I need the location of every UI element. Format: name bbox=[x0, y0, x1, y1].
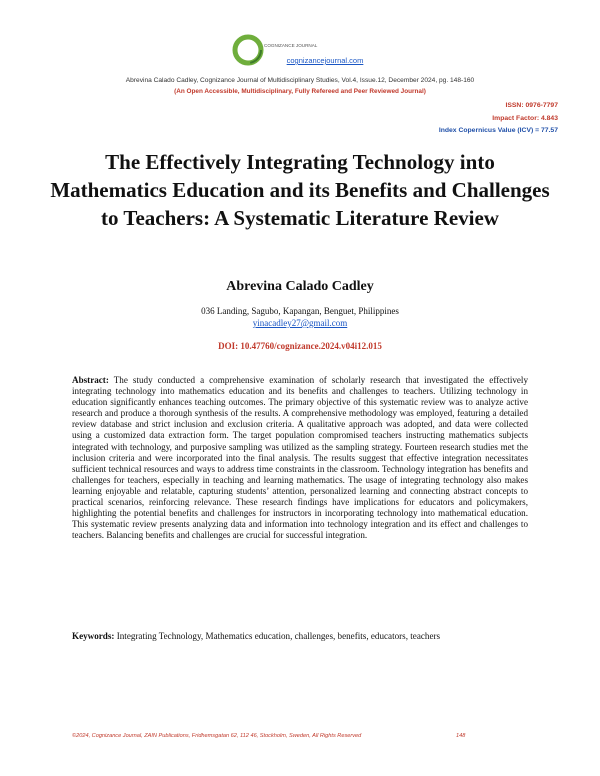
keywords-label: Keywords: bbox=[72, 631, 115, 641]
author-name: Abrevina Calado Cadley bbox=[226, 279, 374, 294]
logo-text: COGNIZANCE JOURNAL bbox=[264, 43, 318, 48]
icv-label: Index Copernicus Value (ICV) = 77.57 bbox=[438, 127, 558, 134]
footer-copyright: ©2024, Cognizance Journal, ZAIN Publications, Fridhemsgatan 62, 112 46, Stockholm, Sweden, All Rights Reserved bbox=[72, 733, 362, 739]
keywords-text: Integrating Technology, Mathematics education, challenges, benefits, educators, teachers bbox=[116, 631, 441, 641]
keywords-section bbox=[72, 631, 528, 642]
article-doi[interactable]: DOI: 10.47760/cognizance.2024.v04i12.015 bbox=[218, 341, 382, 351]
page-number: 148 bbox=[456, 733, 466, 739]
article-title: The Effectively Integrating Technology into Mathematics Education and its Benefits and Challenges to Teachers: A Systematic Literature Review bbox=[50, 150, 550, 230]
impact-factor-label: Impact Factor: 4.843 bbox=[492, 114, 558, 122]
abstract-label: Abstract: bbox=[72, 375, 109, 385]
journal-site-link[interactable]: cognizancejournal.com bbox=[286, 56, 364, 65]
journal-citation-line: Abrevina Calado Cadley, Cognizance Journal of Multidisciplinary Studies, Vol.4, Issue.12, December 2024, pg. 148-160 bbox=[125, 77, 475, 84]
issn-label: ISSN: 0976-7797 bbox=[505, 102, 558, 109]
abstract-section bbox=[72, 375, 528, 541]
journal-metrics bbox=[439, 100, 558, 138]
author-affiliation: 036 Landing, Sagubo, Kapangan, Benguet, Philippines bbox=[201, 306, 399, 316]
abstract-text: The study conducted a comprehensive examination of scholarly research that investigated the effectively integrating technology into mathematics education and its benefits and challenges to teachers. Utilizing technology in education significantly enhances teaching outcomes. The primary objective of this systematic review was to analyze active research and produce a thorough synthesis of the results. A comprehensive methodology was employed, featuring a detailed review database and strict inclusion and exclusion criteria. A qualitative approach was adopted, and data were collected using a customized data extraction form. The target population compromised teachers instructing mathematics subjects integrated with technology, and purposive sampling was utilized as the sampling strategy. Fourteen research studies met the inclusion criteria and were incorporated into the final analysis. The results suggest that effective integration necessitates sufficient technical resources and ways to address time constraints in the classroom. Technology integration has benefits and challenges for teachers, especially in teaching and learning mathematics. The usage of integrating technology also makes learning enjoyable and relatable, capturing students’ attention, personalized learning and connecting abstract concepts to practical scenarios, reinforcing relevance. These research findings have implications for educators and policymakers, highlighting the potential benefits and challenges for instructors in incorporating technology into mathematical education. This systematic review presents analyzing data and information into technology integration and its effect and challenges to teachers. Balancing benefits and challenges are crucial for successful integration. bbox=[72, 375, 529, 541]
journal-description: (An Open Accessible, Multidisciplinary, Fully Refereed and Peer Reviewed Journal) bbox=[174, 88, 426, 95]
author-email-link[interactable]: yinacadley27@gmail.com bbox=[252, 318, 348, 328]
